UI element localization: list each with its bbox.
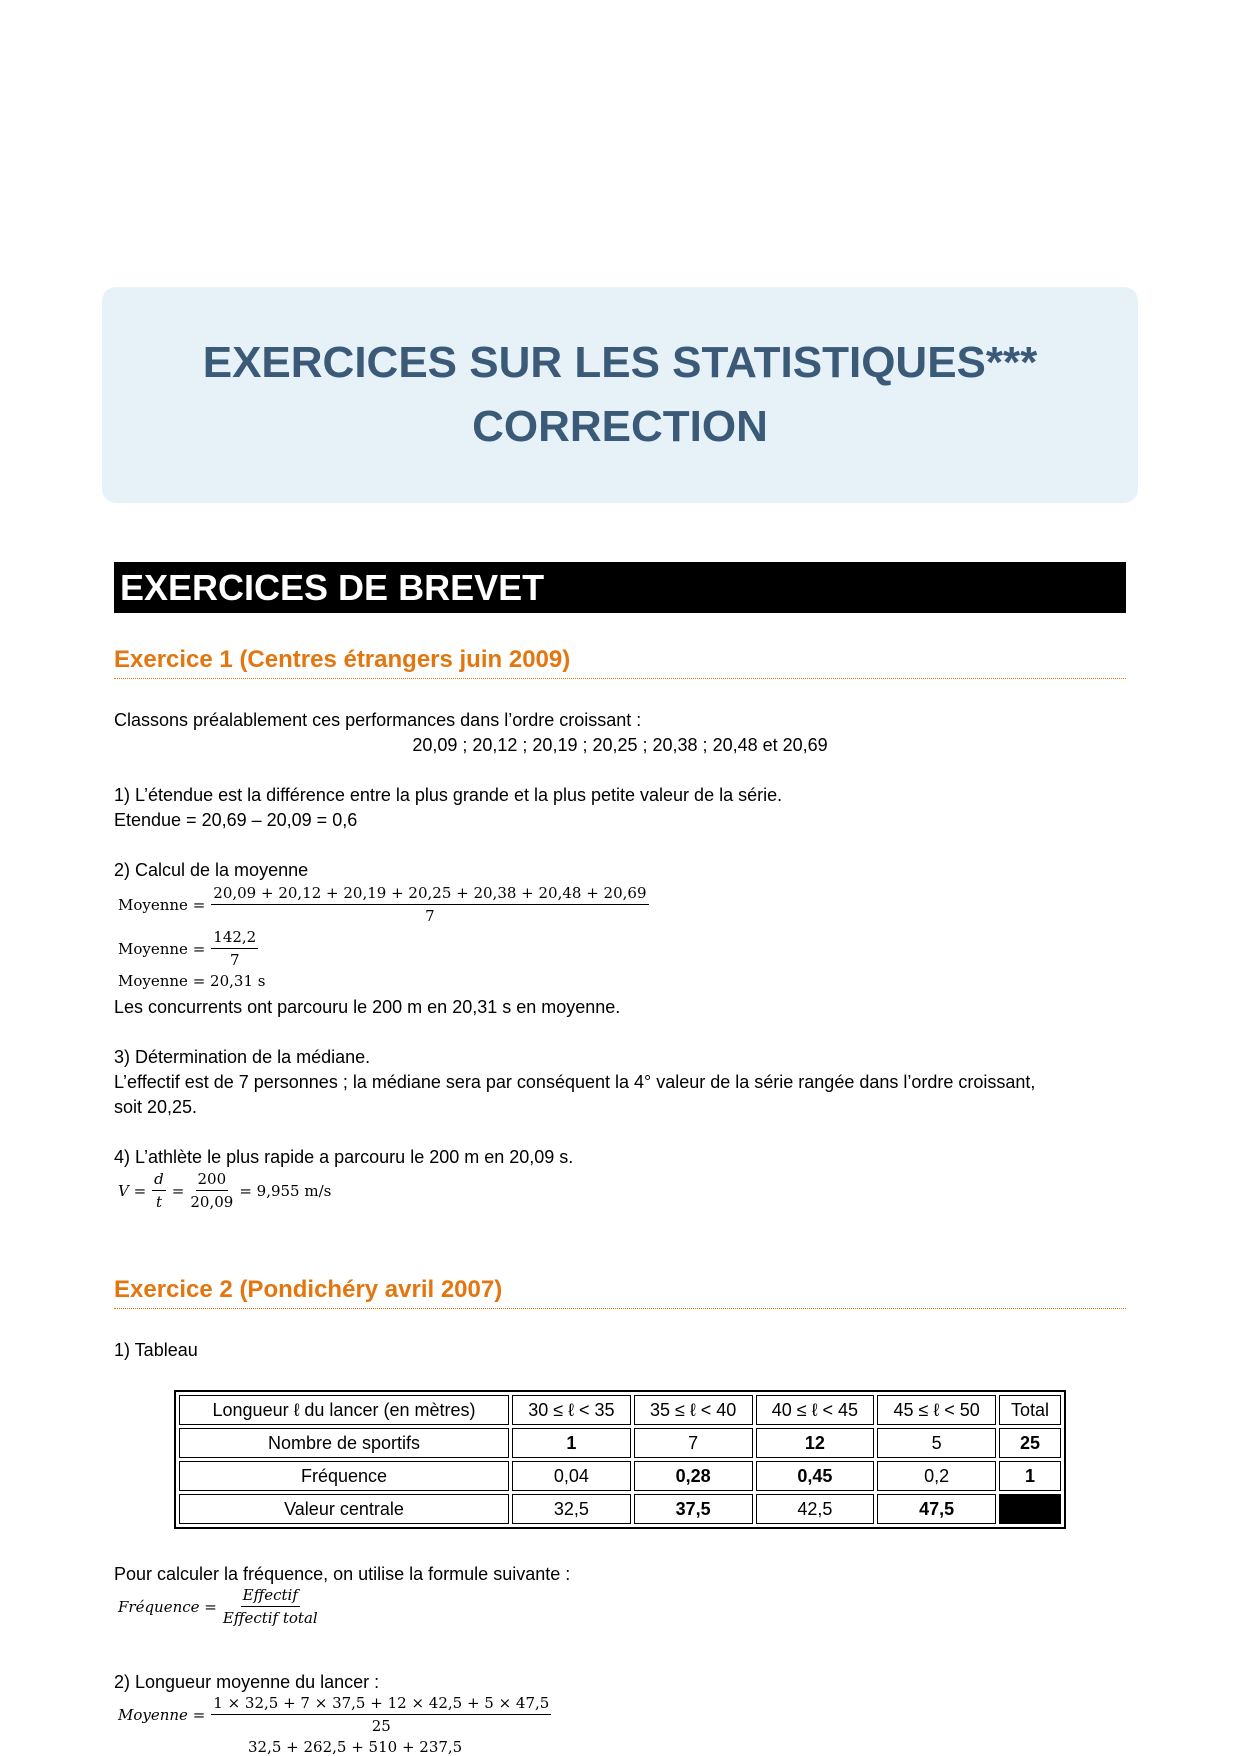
- exercise-2-heading: Exercice 2 (Pondichéry avril 2007): [114, 1276, 1126, 1309]
- mean-label: Moyenne =: [118, 939, 206, 958]
- speed-fraction-2: [190, 1170, 233, 1211]
- mean-denominator: 7: [229, 951, 240, 969]
- frequency-label: Fréquence =: [118, 1597, 217, 1616]
- table-cell-empty: [999, 1494, 1061, 1524]
- table-cell: 32,5: [512, 1494, 631, 1524]
- frequency-formula: [118, 1586, 324, 1627]
- mean-fraction: [211, 1694, 551, 1735]
- ex1-q3-line1: L’effectif est de 7 personnes ; la médiane sera par conséquent la 4° valeur de la série rangée dans l’ordre croissant,: [114, 1072, 1036, 1092]
- speed-label: V =: [118, 1181, 147, 1200]
- ex1-sorted-values: 20,09 ; 20,12 ; 20,19 ; 20,25 ; 20,38 ; 20,48 et 20,69: [412, 735, 828, 755]
- mean-fraction: [211, 884, 648, 925]
- ex1-q4-title: 4) L’athlète le plus rapide a parcouru le 200 m en 20,09 s.: [114, 1147, 574, 1167]
- ex1-q2-conclusion: Les concurrents ont parcouru le 200 m en 20,31 s en moyenne.: [114, 997, 621, 1017]
- mean-denominator: 25: [371, 1717, 391, 1735]
- table-cell: 1: [512, 1428, 631, 1458]
- speed-numerator-2: 200: [196, 1170, 229, 1191]
- table-row: [179, 1428, 1061, 1458]
- table-row-label: Fréquence: [179, 1461, 509, 1491]
- mean-fraction: [211, 928, 258, 969]
- speed-formula: [118, 1170, 331, 1211]
- ex2-q2-title: 2) Longueur moyenne du lancer :: [114, 1672, 380, 1692]
- page-title: EXERCICES SUR LES STATISTIQUES***: [202, 338, 1038, 387]
- table-cell: 0,2: [877, 1461, 996, 1491]
- speed-result: = 9,955 m/s: [239, 1181, 332, 1200]
- table-cell: 0,45: [756, 1461, 875, 1491]
- table-cell: 12: [756, 1428, 875, 1458]
- table-header-cell: 35 ≤ ℓ < 40: [634, 1395, 753, 1425]
- table-header-cell: 30 ≤ ℓ < 35: [512, 1395, 631, 1425]
- ex1-q1-text: 1) L’étendue est la différence entre la plus grande et la plus petite valeur de la série.: [114, 785, 783, 805]
- mean-next-line: 32,5 + 262,5 + 510 + 237,5: [248, 1738, 463, 1756]
- page-subtitle: CORRECTION: [472, 402, 768, 451]
- table-cell: 7: [634, 1428, 753, 1458]
- mean-formula-3: [118, 1694, 557, 1735]
- speed-equals: =: [171, 1181, 185, 1200]
- table-row-label: Valeur centrale: [179, 1494, 509, 1524]
- mean-label: Moyenne =: [118, 1705, 206, 1724]
- table-row: [179, 1494, 1061, 1524]
- frequency-numerator: Effectif: [241, 1586, 300, 1607]
- speed-numerator-1: d: [152, 1170, 166, 1191]
- table-header-cell: Total: [999, 1395, 1061, 1425]
- ex2-q1-title: 1) Tableau: [114, 1340, 198, 1360]
- speed-denominator-1: t: [155, 1193, 162, 1211]
- ex1-intro: Classons préalablement ces performances dans l’ordre croissant :: [114, 710, 642, 730]
- ex1-q2-title: 2) Calcul de la moyenne: [114, 860, 309, 880]
- mean-formula-1: [118, 884, 655, 925]
- mean-result: Moyenne = 20,31 s: [118, 972, 266, 990]
- speed-fraction-1: [152, 1170, 166, 1211]
- table-header-row: [179, 1395, 1061, 1425]
- mean-numerator: 1 × 32,5 + 7 × 37,5 + 12 × 42,5 + 5 × 47,5: [211, 1694, 551, 1715]
- table-row: [179, 1461, 1061, 1491]
- table-cell: 47,5: [877, 1494, 996, 1524]
- stats-table: [174, 1390, 1066, 1529]
- exercise-1-heading: Exercice 1 (Centres étrangers juin 2009): [114, 646, 1126, 679]
- table-header-cell: 40 ≤ ℓ < 45: [756, 1395, 875, 1425]
- mean-label: Moyenne =: [118, 895, 206, 914]
- table-cell: 0,28: [634, 1461, 753, 1491]
- frequency-fraction: [223, 1586, 318, 1627]
- table-cell: 1: [999, 1461, 1061, 1491]
- title-box: [102, 287, 1138, 503]
- ex1-q3-title: 3) Détermination de la médiane.: [114, 1047, 371, 1067]
- speed-denominator-2: 20,09: [190, 1193, 234, 1211]
- ex1-q1-calc: Etendue = 20,69 – 20,09 = 0,6: [114, 810, 358, 830]
- mean-numerator: 142,2: [211, 928, 258, 949]
- table-cell: 37,5: [634, 1494, 753, 1524]
- ex1-q3-line2: soit 20,25.: [114, 1097, 198, 1117]
- table-header-cell: Longueur ℓ du lancer (en mètres): [179, 1395, 509, 1425]
- mean-numerator: 20,09 + 20,12 + 20,19 + 20,25 + 20,38 + 20,48 + 20,69: [211, 884, 648, 905]
- table-cell: 25: [999, 1428, 1061, 1458]
- section-heading: EXERCICES DE BREVET: [114, 562, 1126, 613]
- mean-denominator: 7: [425, 907, 435, 925]
- table-header-cell: 45 ≤ ℓ < 50: [877, 1395, 996, 1425]
- table-row-label: Nombre de sportifs: [179, 1428, 509, 1458]
- mean-formula-2: [118, 928, 264, 969]
- table-cell: 5: [877, 1428, 996, 1458]
- ex2-freq-intro: Pour calculer la fréquence, on utilise la formule suivante :: [114, 1564, 571, 1584]
- table-cell: 42,5: [756, 1494, 875, 1524]
- frequency-denominator: Effectif total: [222, 1609, 318, 1627]
- table-cell: 0,04: [512, 1461, 631, 1491]
